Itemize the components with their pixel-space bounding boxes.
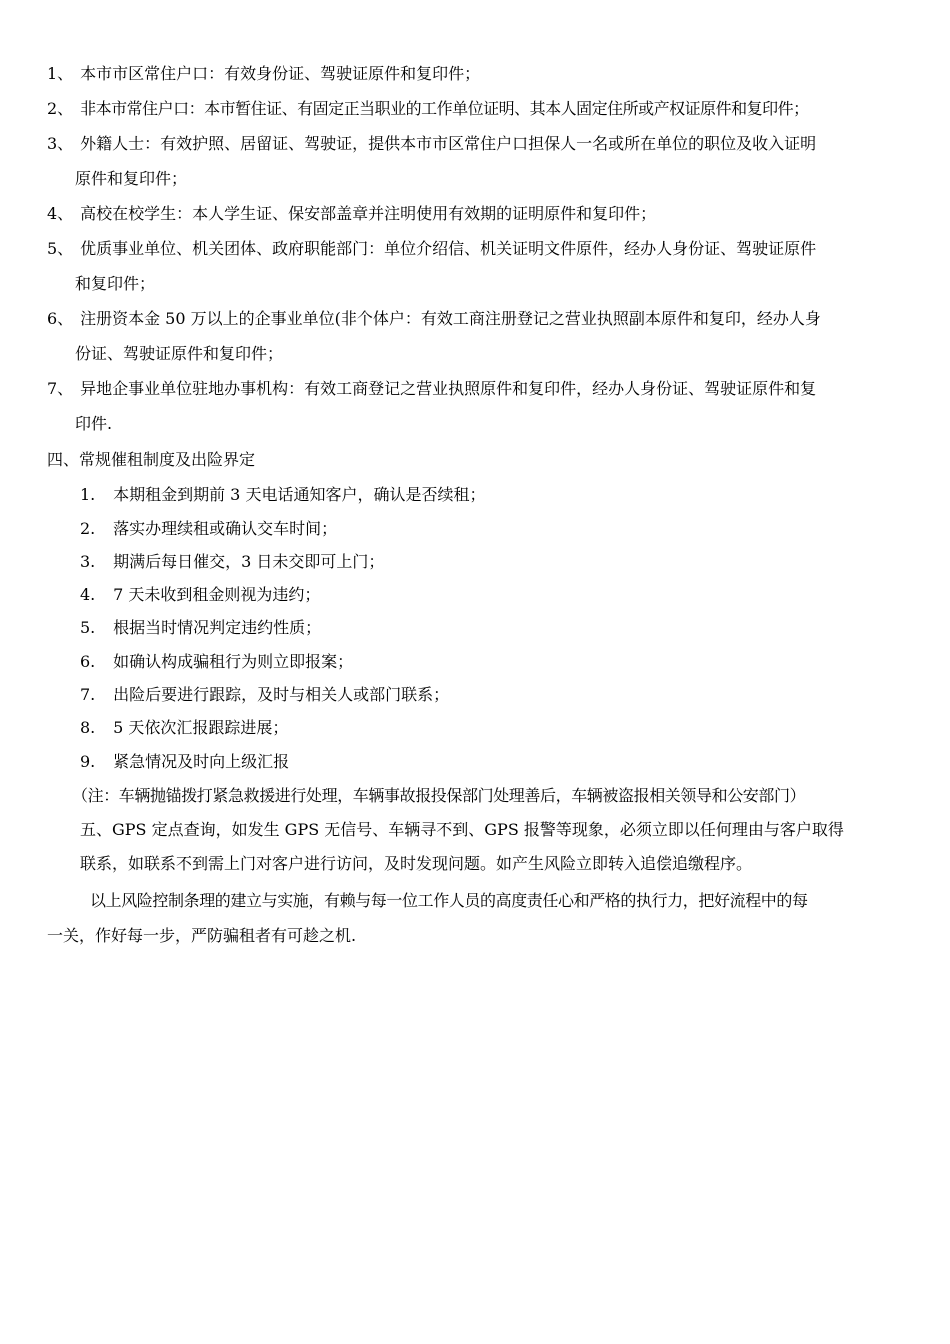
requirement-6 bbox=[47, 308, 821, 330]
requirement-number: 2、 bbox=[47, 99, 74, 118]
procedure-text: 5 天依次汇报跟踪进展； bbox=[113, 718, 289, 737]
procedure-text: 根据当时情况判定违约性质； bbox=[113, 618, 322, 637]
requirement-1 bbox=[47, 63, 480, 85]
requirement-3-continuation bbox=[75, 168, 187, 190]
procedure-item-7 bbox=[80, 684, 449, 706]
procedure-item-3 bbox=[80, 551, 384, 573]
requirement-text: 印件. bbox=[75, 414, 113, 433]
procedure-item-8 bbox=[80, 717, 288, 739]
requirement-text: 外籍人士：有效护照、居留证、驾驶证，提供本市市区常住户口担保人一名或所在单位的职位及收入证明 bbox=[80, 134, 817, 153]
procedure-text: 7 天未收到租金则视为违约； bbox=[113, 585, 321, 604]
procedure-number: 6. bbox=[80, 652, 96, 671]
requirement-text: 份证、驾驶证原件和复印件； bbox=[75, 344, 284, 363]
requirement-6-continuation bbox=[75, 343, 283, 365]
procedure-text: 紧急情况及时向上级汇报 bbox=[113, 752, 290, 771]
requirement-text: 注册资本金 50 万以上的企事业单位(非个体户：有效工商注册登记之营业执照副本原件和复印，经办人身 bbox=[80, 309, 821, 328]
requirement-7 bbox=[47, 378, 816, 400]
procedure-number: 3. bbox=[80, 552, 96, 571]
procedure-item-9 bbox=[80, 751, 289, 773]
requirement-text: 本市市区常住户口：有效身份证、驾驶证原件和复印件； bbox=[80, 64, 481, 83]
requirement-number: 7、 bbox=[47, 379, 74, 398]
procedure-item-4 bbox=[80, 584, 320, 606]
procedure-number: 9. bbox=[80, 752, 96, 771]
requirement-number: 6、 bbox=[47, 309, 74, 328]
requirement-text: 优质事业单位、机关团体、政府职能部门：单位介绍信、机关证明文件原件，经办人身份证、驾驶证原件 bbox=[80, 239, 817, 258]
note-text: （注：车辆抛锚拨打紧急救援进行处理，车辆事故报投保部门处理善后，车辆被盗报相关领导和公安部门） bbox=[72, 786, 806, 805]
conclusion-line-1: 以上风险控制条理的建立与实施，有赖与每一位工作人员的高度责任心和严格的执行力，把好流程中的每 bbox=[90, 891, 808, 910]
requirement-text: 高校在校学生：本人学生证、保安部盖章并注明使用有效期的证明原件和复印件； bbox=[80, 204, 657, 223]
procedure-number: 5. bbox=[80, 618, 96, 637]
procedure-number: 8. bbox=[80, 718, 96, 737]
requirement-text: 原件和复印件； bbox=[75, 169, 188, 188]
procedure-text: 期满后每日催交，3 日未交即可上门； bbox=[113, 552, 385, 571]
requirement-text: 非本市常住户口：本市暂住证、有固定正当职业的工作单位证明、其本人固定住所或产权证原件和复印件； bbox=[80, 99, 809, 118]
procedure-number: 7. bbox=[80, 685, 96, 704]
conclusion-line-2: 一关，作好每一步，严防骗租者有可趁之机. bbox=[47, 926, 357, 945]
section-5-line-1: 五、GPS 定点查询，如发生 GPS 无信号、车辆寻不到、GPS 报警等现象，必须立即以任何理由与客户取得 bbox=[80, 820, 844, 839]
requirement-2 bbox=[47, 98, 809, 120]
procedure-number: 2. bbox=[80, 519, 96, 538]
procedure-item-6 bbox=[80, 651, 353, 673]
requirement-number: 4、 bbox=[47, 204, 74, 223]
requirement-number: 3、 bbox=[47, 134, 74, 153]
requirement-text: 和复印件； bbox=[75, 274, 156, 293]
procedure-number: 4. bbox=[80, 585, 96, 604]
procedure-item-5 bbox=[80, 617, 321, 639]
requirement-5-continuation bbox=[75, 273, 155, 295]
procedure-item-2 bbox=[80, 518, 337, 540]
requirement-3 bbox=[47, 133, 816, 155]
requirement-5 bbox=[47, 238, 816, 260]
requirement-text: 异地企事业单位驻地办事机构：有效工商登记之营业执照原件和复印件，经办人身份证、驾驶证原件和复 bbox=[80, 379, 817, 398]
section-4-heading: 四、常规催租制度及出险界定 bbox=[47, 450, 256, 469]
requirement-number: 5、 bbox=[47, 239, 74, 258]
requirement-4 bbox=[47, 203, 656, 225]
requirement-number: 1、 bbox=[47, 64, 74, 83]
section-5-line-2: 联系，如联系不到需上门对客户进行访问，及时发现问题。如产生风险立即转入追偿追缴程序。 bbox=[80, 854, 753, 873]
procedure-text: 落实办理续租或确认交车时间； bbox=[113, 519, 338, 538]
procedure-text: 出险后要进行跟踪，及时与相关人或部门联系； bbox=[113, 685, 450, 704]
procedure-number: 1. bbox=[80, 485, 96, 504]
requirement-7-continuation bbox=[75, 413, 112, 435]
procedure-item-1 bbox=[80, 484, 485, 506]
procedure-text: 本期租金到期前 3 天电话通知客户，确认是否续租； bbox=[113, 485, 486, 504]
procedure-text: 如确认构成骗租行为则立即报案； bbox=[113, 652, 354, 671]
